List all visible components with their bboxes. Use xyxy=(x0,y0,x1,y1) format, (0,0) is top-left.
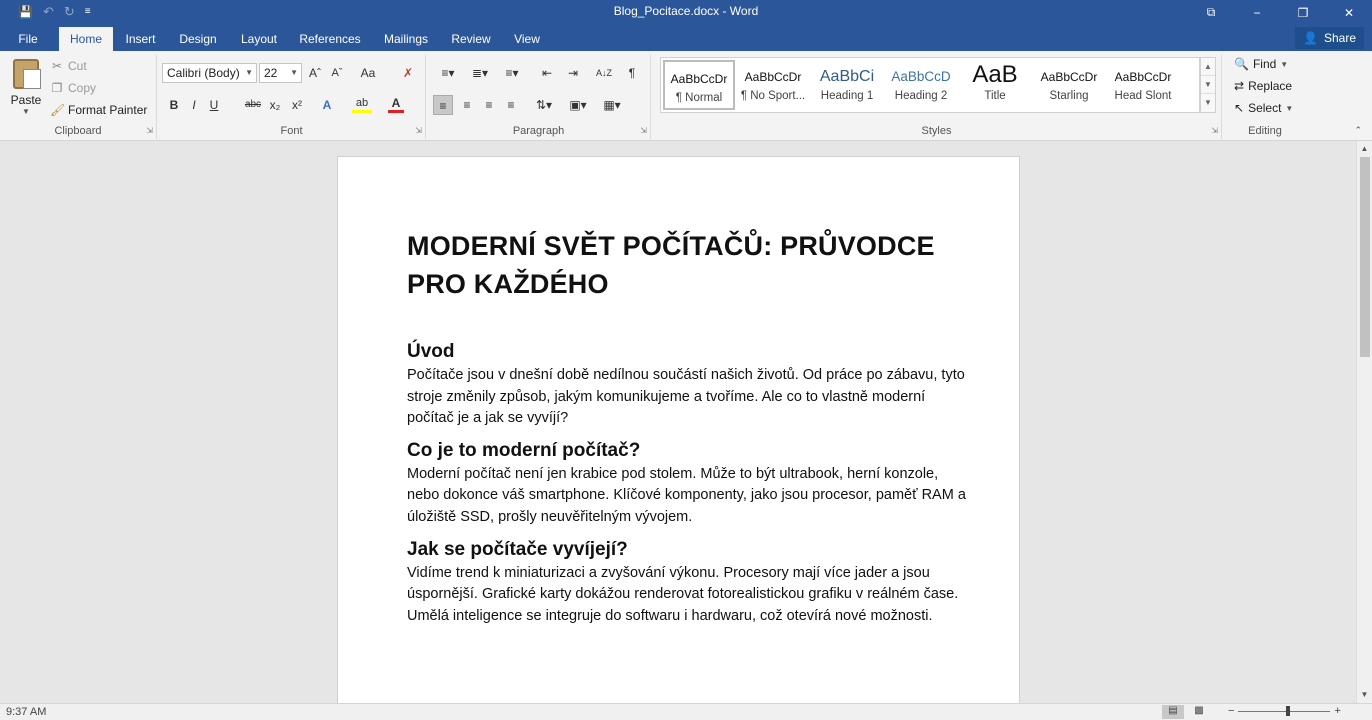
style-name: Heading 1 xyxy=(820,90,874,102)
document-page[interactable] xyxy=(337,156,1020,716)
style-head-slont[interactable] xyxy=(1107,60,1179,110)
select-label: Select xyxy=(1248,101,1282,115)
status-time: 9:37 AM xyxy=(6,706,47,718)
close-button[interactable]: ✕ xyxy=(1343,5,1355,20)
style-preview: AaBbCi xyxy=(819,68,875,85)
text-effects-button[interactable]: A xyxy=(322,98,332,112)
increase-indent-icon[interactable]: ⇥ xyxy=(567,66,579,80)
superscript-button[interactable]: x² xyxy=(292,98,302,112)
status-bar xyxy=(0,703,1372,720)
style-name: Heading 2 xyxy=(894,90,948,102)
chevron-down-icon[interactable]: ▼ xyxy=(1201,76,1215,94)
document-workspace xyxy=(0,141,1356,703)
document-title: MODERNÍ SVĚT POČÍTAČŮ: PRŮVODCE PRO KAŽDÉHO xyxy=(407,231,935,299)
tab-mailings[interactable]: Mailings xyxy=(383,32,428,46)
redo-icon[interactable]: ↻ xyxy=(63,4,75,19)
clipboard-icon xyxy=(13,59,39,89)
share-label: Share xyxy=(1323,31,1356,45)
copy-icon: ❐ xyxy=(51,81,63,95)
style-name: Title xyxy=(984,90,1006,102)
view-buttons xyxy=(1162,705,1210,719)
cut-label: Cut xyxy=(68,59,87,73)
chevron-down-icon: ▼ xyxy=(1280,59,1289,69)
copy-button[interactable] xyxy=(50,81,96,95)
strikethrough-button[interactable]: abc xyxy=(244,99,262,110)
zoom-slider[interactable] xyxy=(1238,711,1330,712)
paste-button[interactable] xyxy=(6,59,46,116)
shrink-font-button[interactable]: Aˇ xyxy=(331,67,343,79)
style-no-spacing[interactable] xyxy=(737,60,809,110)
font-size-value: 22 xyxy=(264,66,278,80)
font-size-select[interactable] xyxy=(259,63,302,83)
scrollbar-thumb[interactable] xyxy=(1360,157,1370,357)
section-paragraph: Moderní počítač není jen krabice pod stolem. Může to být ultrabook, herní konzole, nebo dokonce váš smartphone. Klíčové komponenty, jako jsou procesor, paměť RAM a úložiště SSD, prošly neuvěřitelným vývojem. xyxy=(407,465,966,525)
style-heading-1[interactable] xyxy=(811,60,883,110)
chevron-down-icon: ▼ xyxy=(245,68,253,77)
editing-group-label: Editing xyxy=(1248,125,1282,137)
decrease-indent-icon[interactable]: ⇤ xyxy=(541,66,553,80)
format-painter-label: Format Painter xyxy=(68,103,148,117)
clear-formatting-icon[interactable]: ✗ xyxy=(402,66,414,80)
window-title: Blog_Pocitace.docx - Word xyxy=(613,4,759,18)
zoom-in-button[interactable]: + xyxy=(1334,705,1341,717)
cursor-icon: ↖ xyxy=(1234,101,1245,115)
align-center-icon[interactable]: ≡ xyxy=(463,98,471,112)
paste-label: Paste xyxy=(10,93,42,107)
clipboard-group xyxy=(0,55,157,139)
section-heading: Co je to moderní počítač? xyxy=(407,439,641,461)
zoom-control xyxy=(1228,705,1341,717)
print-layout-icon[interactable]: ▤ xyxy=(1162,705,1184,719)
zoom-out-button[interactable]: − xyxy=(1228,705,1235,717)
quick-access-toolbar xyxy=(18,3,91,21)
format-painter-button[interactable] xyxy=(50,103,147,117)
replace-label: Replace xyxy=(1248,79,1293,93)
style-name: ¶ No Sport... xyxy=(740,90,806,102)
paragraph-group-label: Paragraph xyxy=(512,125,565,137)
justify-icon[interactable]: ≡ xyxy=(507,98,515,112)
style-preview: AaBbCcDr xyxy=(1114,70,1172,84)
tab-view[interactable]: View xyxy=(514,32,540,46)
clipboard-group-label: Clipboard xyxy=(54,125,102,137)
font-family-value: Calibri (Body) xyxy=(167,66,240,80)
undo-icon[interactable]: ↶ xyxy=(42,4,54,19)
section-paragraph: Počítače jsou v dnešní době nedílnou součástí našich životů. Od práce po zábavu, tyto stroje změnily způsob, jakým komunikujeme a tvoříme. Ale co to vlastně moderní počítač je a jak se vyvíjí? xyxy=(407,367,965,427)
tab-layout[interactable]: Layout xyxy=(240,32,278,46)
tab-file[interactable]: File xyxy=(18,32,38,46)
multilevel-list-icon[interactable]: ≡▾ xyxy=(505,66,519,80)
font-family-select[interactable] xyxy=(162,63,257,83)
tab-review[interactable]: Review xyxy=(451,32,491,46)
scissors-icon: ✂ xyxy=(51,59,63,73)
ribbon xyxy=(0,51,1372,141)
chevron-down-icon: ▼ xyxy=(1285,103,1294,113)
section-paragraph: Vidíme trend k miniaturizaci a zvyšování výkonu. Procesory mají více jader a jsou úspornější. Grafické karty dokážou renderovat fotorealistickou grafiku v reálném čase. Umělá inteligence se integruje do softwaru i hardwaru, což otevírá nové možnosti. xyxy=(407,564,959,624)
styles-group-label: Styles xyxy=(921,125,952,137)
copy-label: Copy xyxy=(68,81,97,95)
cut-button[interactable] xyxy=(50,59,87,73)
zoom-slider-knob[interactable] xyxy=(1286,706,1290,716)
style-preview: AaBbCcDr xyxy=(744,70,802,84)
chevron-down-icon: ▼ xyxy=(290,68,298,77)
style-starling[interactable] xyxy=(1033,60,1105,110)
align-left-icon[interactable]: ≡ xyxy=(433,95,453,115)
find-button[interactable] xyxy=(1234,57,1288,71)
style-preview: AaBbCcDr xyxy=(1040,70,1098,84)
replace-button[interactable] xyxy=(1234,79,1292,93)
section-heading: Úvod xyxy=(407,341,455,362)
numbering-icon[interactable]: ≣▾ xyxy=(471,66,489,80)
styles-gallery-scroll xyxy=(1200,57,1216,113)
style-name: Starling xyxy=(1049,90,1089,102)
more-styles-icon[interactable]: ▼ xyxy=(1204,98,1212,107)
ribbon-tabs xyxy=(0,25,1372,51)
style-preview: AaB xyxy=(972,61,1018,88)
section-heading: Jak se počítače vyvíjejí? xyxy=(407,538,628,560)
dialog-launcher-icon[interactable]: ⇲ xyxy=(415,126,422,135)
align-right-icon[interactable]: ≡ xyxy=(485,98,493,112)
ribbon-display-options-icon[interactable]: ⧉ xyxy=(1206,5,1216,19)
chevron-down-icon: ▼ xyxy=(22,107,30,116)
bold-button[interactable]: B xyxy=(169,98,179,112)
tab-home[interactable]: Home xyxy=(59,27,113,51)
share-button[interactable] xyxy=(1295,27,1364,49)
style-name: ¶ Normal xyxy=(675,92,723,104)
style-preview: AaBbCcDr xyxy=(670,72,728,86)
vertical-scrollbar[interactable] xyxy=(1356,141,1372,703)
title-bar xyxy=(0,0,1372,25)
document-body[interactable] xyxy=(407,227,967,629)
collapse-ribbon-icon[interactable]: ⌃ xyxy=(1354,125,1362,135)
borders-icon[interactable]: ▦▾ xyxy=(603,98,621,112)
sort-icon[interactable]: A↓Z xyxy=(595,68,612,78)
subscript-button[interactable]: x₂ xyxy=(269,98,281,112)
minimize-button[interactable]: − xyxy=(1253,5,1261,20)
bullets-icon[interactable]: ≡▾ xyxy=(441,66,455,80)
font-color-button[interactable]: A xyxy=(388,95,404,113)
find-label: Find xyxy=(1252,57,1277,71)
styles-gallery xyxy=(660,57,1200,113)
select-button[interactable] xyxy=(1234,101,1293,115)
font-group xyxy=(158,55,426,139)
person-icon: 👤 xyxy=(1303,31,1318,45)
replace-icon: ⇄ xyxy=(1234,79,1245,93)
scroll-up-icon[interactable]: ▲ xyxy=(1360,144,1369,153)
paragraph-group xyxy=(427,55,651,139)
change-case-button[interactable]: Aa xyxy=(360,66,376,80)
tab-design[interactable]: Design xyxy=(179,32,217,46)
customize-qat-icon[interactable]: ≡ xyxy=(84,6,91,17)
shading-icon[interactable]: ▣▾ xyxy=(569,98,587,112)
tab-references[interactable]: References xyxy=(299,32,361,46)
show-hide-icon[interactable]: ¶ xyxy=(628,66,636,80)
chevron-up-icon[interactable]: ▲ xyxy=(1201,58,1215,76)
line-spacing-icon[interactable]: ⇅▾ xyxy=(535,98,553,112)
paintbrush-icon: 🖌 xyxy=(50,103,66,117)
style-heading-2[interactable] xyxy=(885,60,957,110)
dialog-launcher-icon[interactable]: ⇲ xyxy=(1211,126,1218,135)
style-title[interactable] xyxy=(959,60,1031,110)
scroll-down-icon[interactable]: ▼ xyxy=(1360,690,1369,699)
save-icon[interactable]: 💾 xyxy=(18,5,33,19)
style-normal[interactable] xyxy=(663,60,735,110)
tab-insert[interactable]: Insert xyxy=(125,32,156,46)
restore-button[interactable]: ❐ xyxy=(1297,5,1309,20)
dialog-launcher-icon[interactable]: ⇲ xyxy=(146,126,153,135)
grow-font-button[interactable]: Aˆ xyxy=(309,66,321,80)
highlight-color-button[interactable]: ab xyxy=(352,95,372,113)
italic-button[interactable]: I xyxy=(192,98,196,112)
underline-button[interactable]: U xyxy=(209,98,219,112)
dialog-launcher-icon[interactable]: ⇲ xyxy=(640,126,647,135)
style-name: Head Slont xyxy=(1114,90,1172,102)
search-icon: 🔍 xyxy=(1234,57,1249,71)
style-preview: AaBbCcD xyxy=(891,69,951,84)
web-layout-icon[interactable]: ▩ xyxy=(1194,705,1204,716)
font-group-label: Font xyxy=(280,125,303,137)
